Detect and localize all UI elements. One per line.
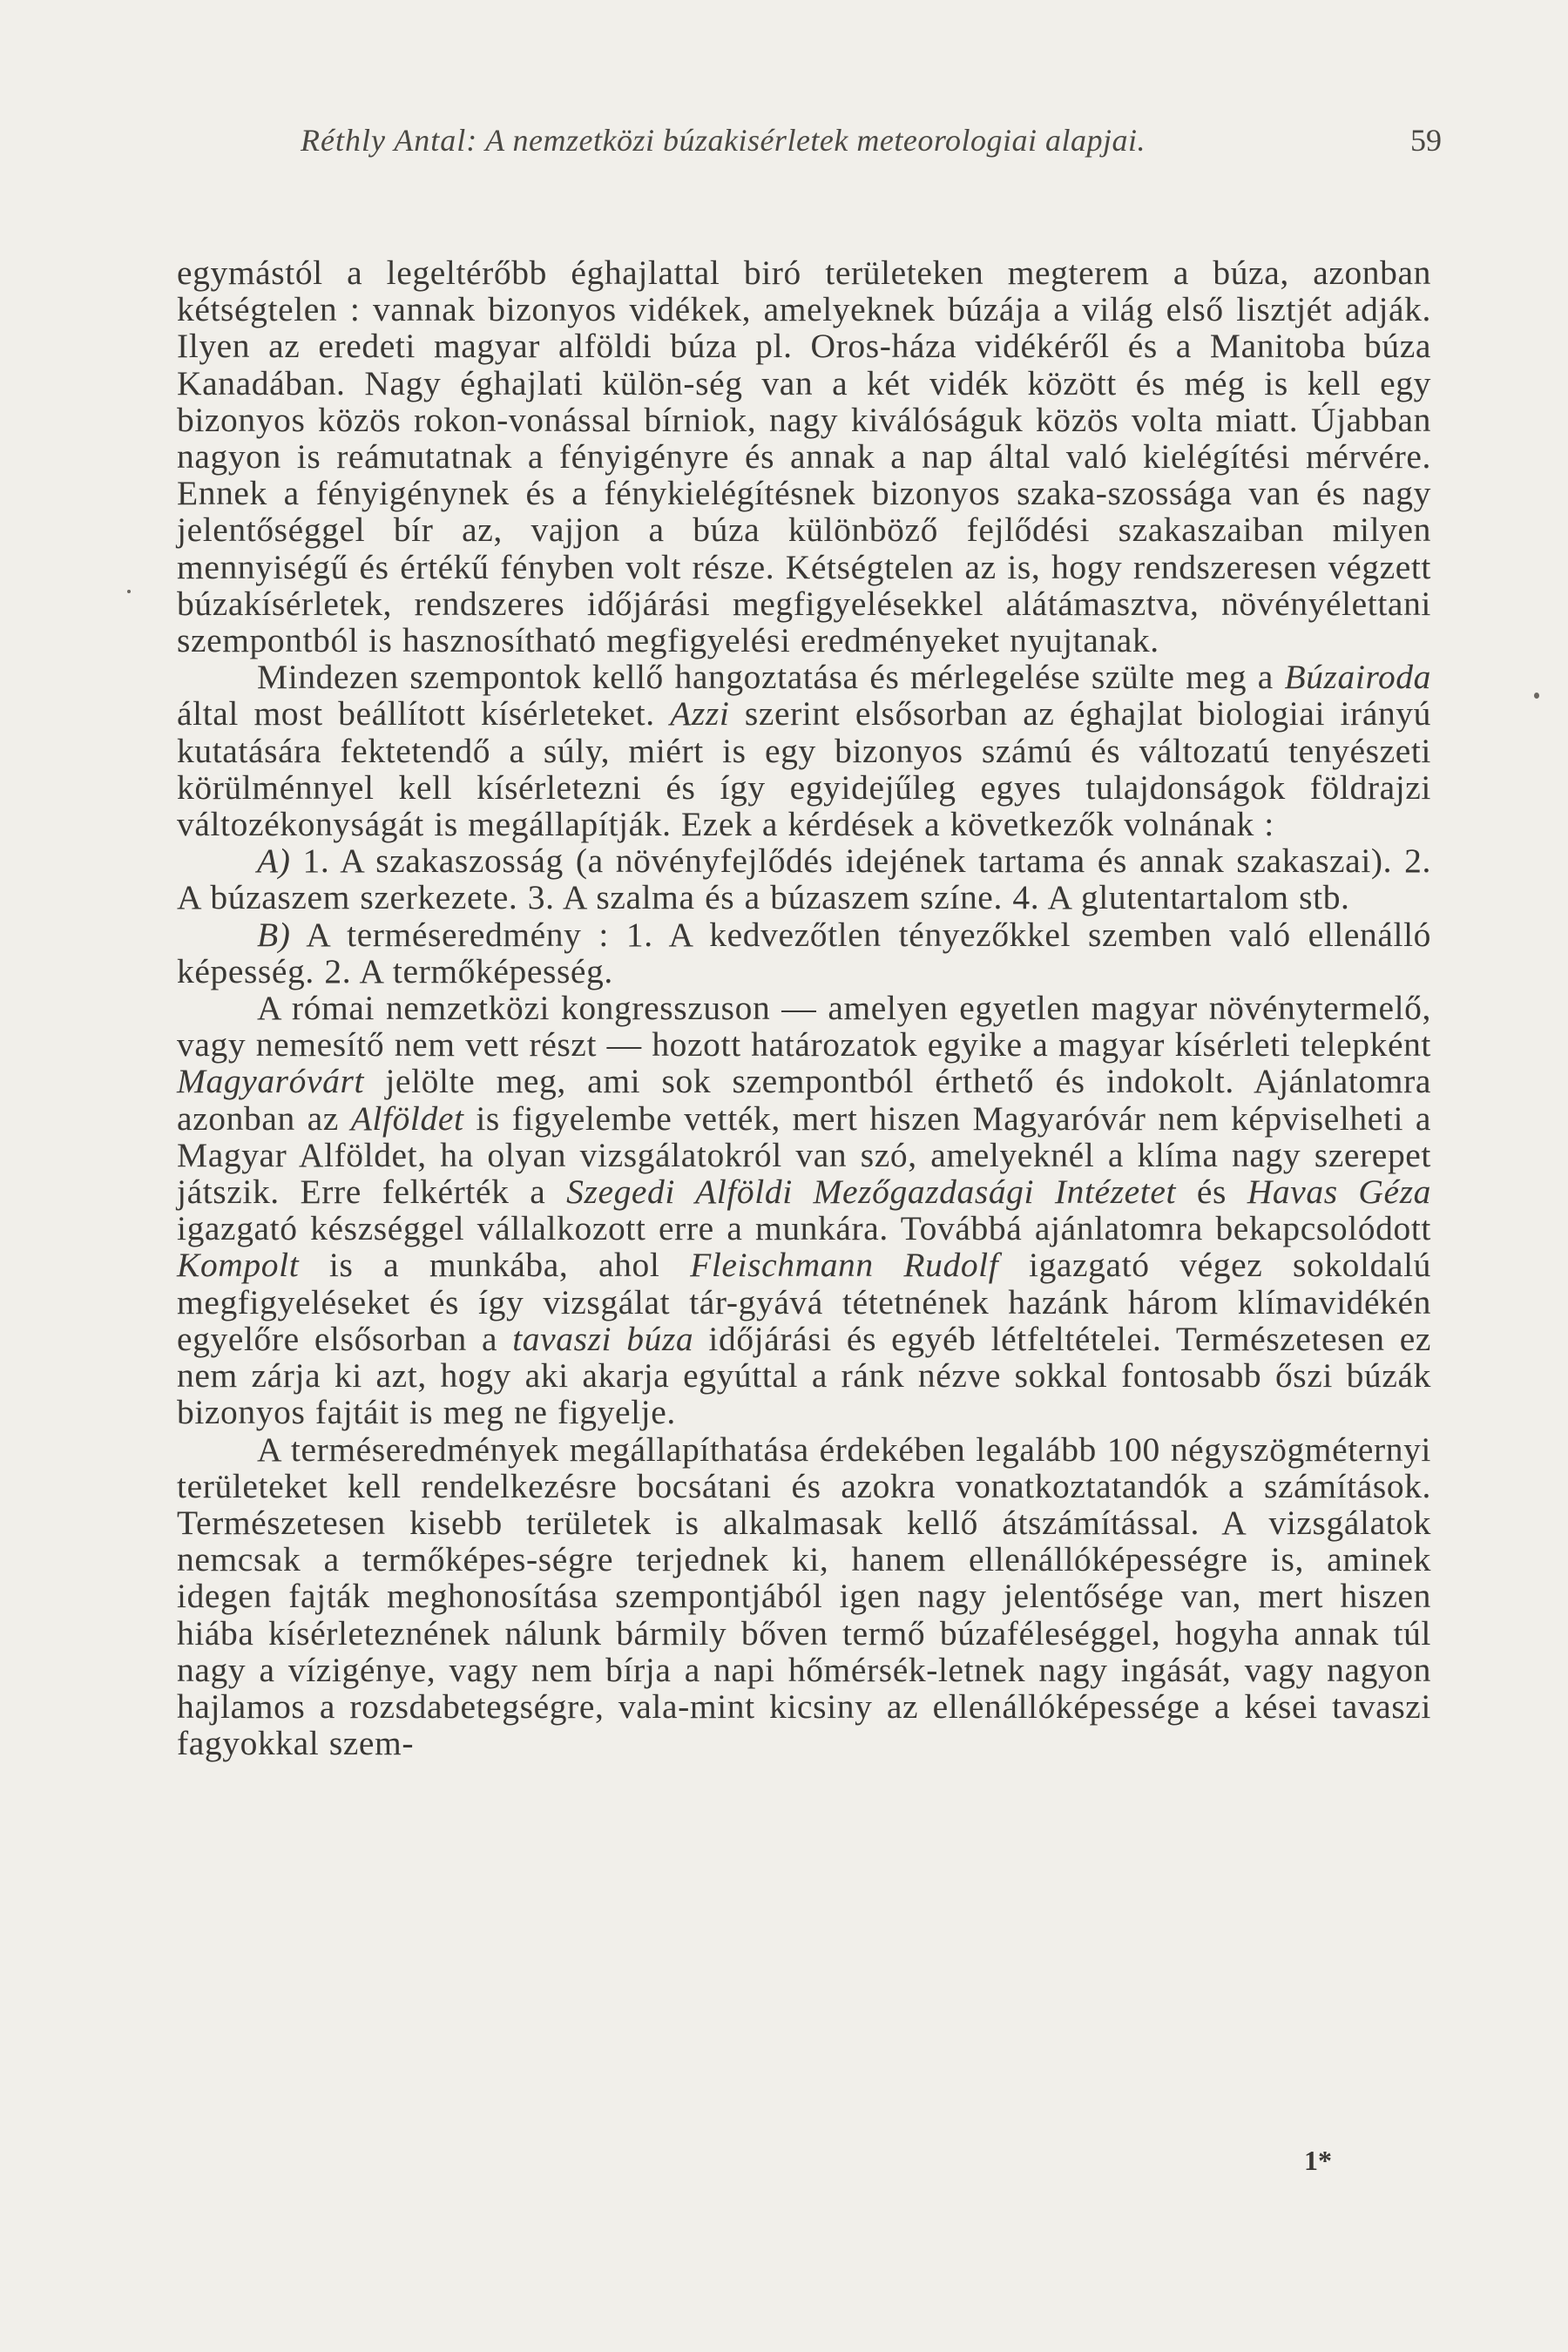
italic-text: Szegedi Alföldi Mezőgazdasági Intézetet bbox=[566, 1173, 1177, 1212]
paragraph-text: igazgató végez sokoldalú megfigyeléseket és így vizsgálat tár-gyává tétetnének hazánk három klímavidékén egyelőre elsősorban a bbox=[177, 1246, 1431, 1358]
scan-speck bbox=[127, 590, 131, 593]
paragraph bbox=[177, 659, 1431, 842]
paragraph-text: időjárási és egyéb létfeltételei. Természetesen ez nem zárja ki azt, hogy aki akarja egyúttal a ránk nézve sokkal fontosabb őszi búzák bizonyos fajtáit is meg ne figyelje. bbox=[177, 1319, 1431, 1432]
italic-text: Magyaróvárt bbox=[177, 1062, 365, 1101]
paragraph bbox=[177, 254, 1431, 659]
italic-text: Kompolt bbox=[177, 1246, 300, 1285]
italic-text: Fleischmann Rudolf bbox=[690, 1246, 999, 1285]
paragraph-text: A terméseredmények megállapíthatása érdekében legalább 100 négyszögméternyi területeket kell rendelkezésre bocsátani és azokra vonatkoztatandók a számítások. Természetesen kisebb területek is alkalmasak kellő átszámítással. A vizsgálatok nemcsak a termőképes-ségre terjednek ki, hanem ellenállóképességre is, aminek idegen fajták meghonosítása szempontjából igen nagy jelentősége van, mert hiszen hiába kísérleteznének nálunk bármily bőven termő búzaféleséggel, hogyha annak túl nagy a vízigénye, vagy nem bírja a napi hőmérsék-letnek nagy ingását, vagy nagyon hajlamos a rozsdabetegségre, vala-mint kicsiny az ellenállóképessége a kései tavaszi fagyokkal szem- bbox=[177, 1429, 1431, 1763]
paragraph bbox=[177, 842, 1431, 916]
paragraph-text: Mindezen szempontok kellő hangoztatása és mérlegelése szülte meg a bbox=[257, 658, 1285, 697]
paragraph bbox=[177, 1431, 1431, 1762]
body-text bbox=[177, 254, 1431, 1761]
paragraph-text: A terméseredmény : 1. A kedvezőtlen tényezőkkel szemben való ellenálló képesség. 2. A termőképesség. bbox=[177, 915, 1431, 990]
italic-text: B) bbox=[257, 915, 291, 954]
paragraph bbox=[177, 916, 1431, 990]
paragraph-text: és bbox=[1176, 1173, 1247, 1212]
paragraph-text: egymástól a legeltérőbb éghajlattal biró területeken megterem a búza, azonban kétségtelen : vannak bizonyos vidékek, amelyeknek búzája a világ első lisztjét adják. Ilyen az eredeti magyar alföldi búza pl. Oros-háza vidékéről és a Manitoba búza Kanadában. Nagy éghajlati külön-ség van a két vidék között és még is kell egy bizonyos közös rokon-vonással bírniok, nagy kiválóságuk közös volta miatt. Újabban nagyon is reámutatnak a fényigényre és annak a nap által való kielégítési mérvére. Ennek a fényigénynek és a fénykielégítésnek bizonyos szaka-szossága van és nagy jelentőséggel bír az, vajjon a búza különböző fejlődési szakaszaiban milyen mennyiségű és értékű fényben volt része. Kétségtelen az is, hogy rendszeresen végzett búzakísérletek, rendszeres időjárási megfigyelésekkel alátámasztva, növényélettani szempontból is hasznosítható megfigyelési eredményeket nyujtanak. bbox=[177, 253, 1431, 660]
printer-signature-mark: 1* bbox=[1304, 2145, 1332, 2176]
running-head bbox=[301, 122, 1146, 159]
page-number: 59 bbox=[1410, 123, 1442, 158]
paragraph-text: igazgató készséggel vállalkozott erre a munkára. Továbbá ajánlatomra bekapcsolódott bbox=[177, 1209, 1431, 1248]
paragraph-text: A római nemzetközi kongresszuson — amelyen egyetlen magyar növénytermelő, vagy nemesítő nem vett részt — hozott határozatok egyike a magyar kísérleti telepként bbox=[177, 989, 1431, 1064]
italic-text: Búzairoda bbox=[1284, 658, 1431, 697]
page-header bbox=[301, 122, 1442, 166]
italic-text: Alföldet bbox=[350, 1098, 464, 1138]
italic-text: Havas Géza bbox=[1247, 1173, 1432, 1212]
paragraph-text: által most beállított kísérleteket. bbox=[177, 694, 671, 733]
italic-text: Azzi bbox=[670, 694, 730, 733]
paragraph-text: is figyelembe vették, mert hiszen Magyaróvár nem képviselheti a Magyar Alföldet, ha olyan vizsgálatokról van szó, amelyeknél a klíma nagy szerepet játszik. Erre felkérték a bbox=[177, 1098, 1431, 1212]
paragraph bbox=[177, 990, 1431, 1430]
scan-speck bbox=[1534, 693, 1539, 699]
italic-text: tavaszi búza bbox=[512, 1319, 694, 1358]
italic-text: A) bbox=[257, 841, 291, 881]
running-head-author: Réthly Antal: bbox=[301, 123, 478, 158]
paragraph-text: szerint elsősorban az éghajlat biologiai irányú kutatására fektetendő a súly, miért is egy bizonyos számú és változatú tenyészeti körülménnyel kell kísérletezni és így egyidejűleg egyes tulajdonságok földrajzi változékonyságát is megállapítják. Ezek a kérdések a következők volnának : bbox=[177, 694, 1431, 844]
paragraph-text: is a munkába, ahol bbox=[299, 1246, 691, 1285]
paragraph-text: 1. A szakaszosság (a növényfejlődés idejének tartama és annak szakaszai). 2. A búzaszem szerkezete. 3. A szalma és a búzaszem színe. 4. A glutentartalom stb. bbox=[177, 841, 1431, 917]
running-head-title: A nemzetközi búzakisérletek meteorologiai alapjai. bbox=[485, 123, 1146, 158]
paragraph-text: jelölte meg, ami sok szempontból érthető és indokolt. Ajánlatomra azonban az bbox=[177, 1062, 1431, 1138]
